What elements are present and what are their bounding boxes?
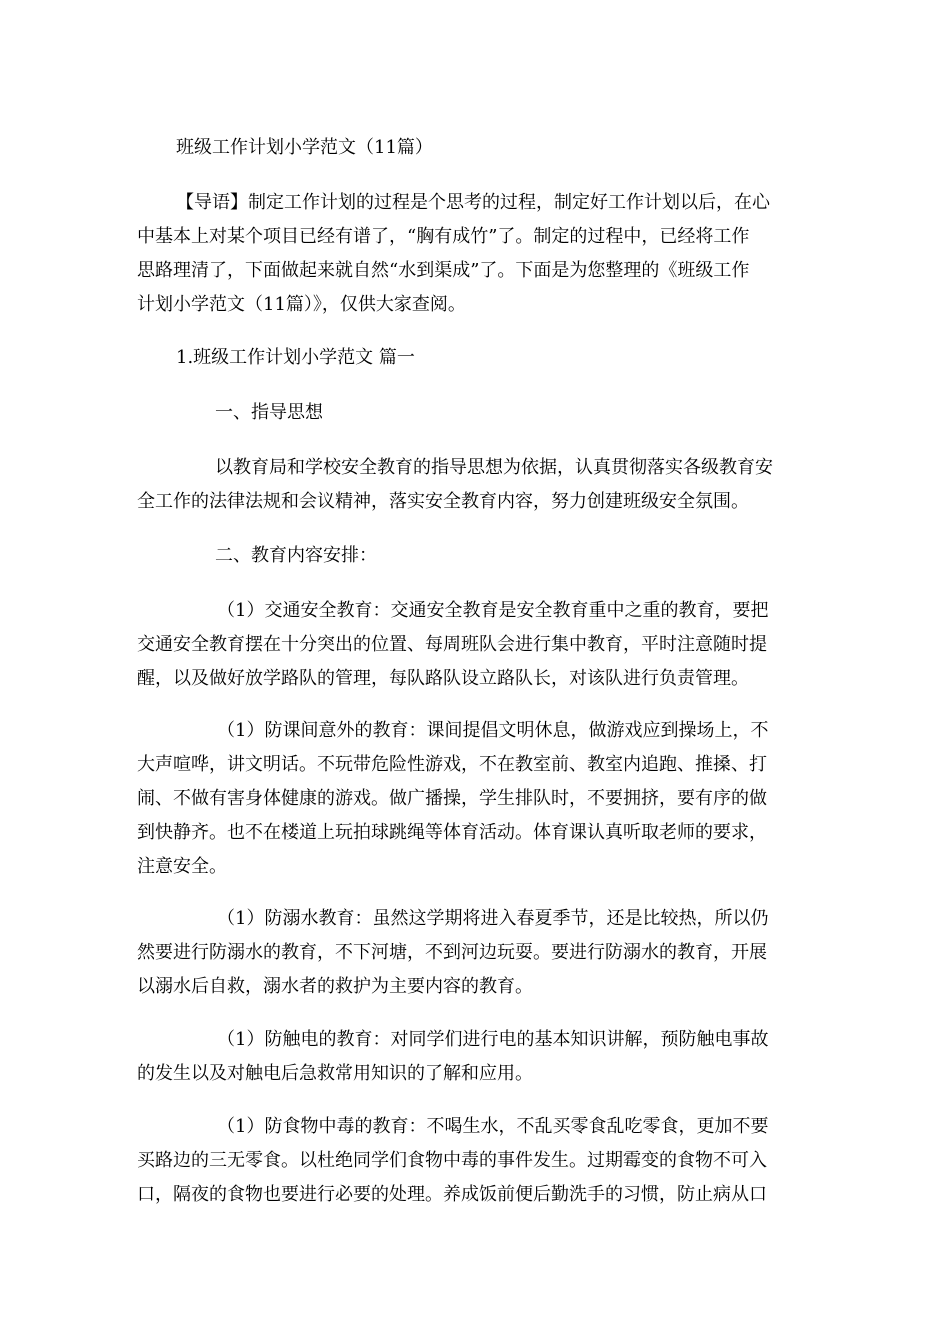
section-heading: 1.班级工作计划小学范文 篇一 — [176, 347, 415, 368]
paragraph-line: （1）防触电的教育：对同学们进行电的基本知识讲解，预防触电事故 — [217, 1029, 769, 1050]
paragraph-line: （1）防课间意外的教育：课间提倡文明休息，做游戏应到操场上，不 — [217, 720, 769, 741]
paragraph-line: 醒，以及做好放学路队的管理，每队路队设立路队长，对该队进行负责管理。 — [137, 668, 749, 689]
subheading-guiding: 一、指导思想 — [215, 402, 323, 423]
paragraph-line: 全工作的法律法规和会议精神，落实安全教育内容，努力创建班级安全氛围。 — [137, 491, 749, 512]
paragraph-line: （1）交通安全教育：交通安全教育是安全教育重中之重的教育，要把 — [217, 600, 769, 621]
paragraph-line: 的发生以及对触电后急救常用知识的了解和应用。 — [137, 1063, 533, 1084]
paragraph-line: 以溺水后自救，溺水者的救护为主要内容的教育。 — [137, 976, 533, 997]
paragraph-line: 然要进行防溺水的教育，不下河塘，不到河边玩耍。要进行防溺水的教育，开展 — [137, 942, 767, 963]
paragraph-line: 中基本上对某个项目已经有谱了，“胸有成竹”了。制定的过程中，已经将工作 — [137, 226, 750, 247]
subheading-content: 二、教育内容安排： — [215, 545, 377, 566]
paragraph-line: 思路理清了，下面做起来就自然“水到渠成”了。下面是为您整理的《班级工作 — [137, 260, 750, 281]
paragraph-line: 闹、不做有害身体健康的游戏。做广播操，学生排队时，不要拥挤，要有序的做 — [137, 788, 767, 809]
paragraph-line: 大声喧哗，讲文明话。不玩带危险性游戏，不在教室前、教室内追跑、推搡、打 — [137, 754, 767, 775]
document-title: 班级工作计划小学范文（11篇） — [176, 137, 433, 158]
paragraph-line: 到快静齐。也不在楼道上玩拍球跳绳等体育活动。体育课认真听取老师的要求， — [137, 822, 767, 843]
paragraph-line: 交通安全教育摆在十分突出的位置、每周班队会进行集中教育，平时注意随时提 — [137, 634, 767, 655]
paragraph-line: 注意安全。 — [137, 856, 227, 877]
paragraph-line: （1）防溺水教育：虽然这学期将进入春夏季节，还是比较热，所以仍 — [217, 908, 769, 929]
paragraph-line: 以教育局和学校安全教育的指导思想为依据，认真贯彻落实各级教育安 — [215, 457, 773, 478]
paragraph-line: 【导语】制定工作计划的过程是个思考的过程，制定好工作计划以后，在心 — [176, 192, 770, 213]
paragraph-line: （1）防食物中毒的教育：不喝生水，不乱买零食乱吃零食，更加不要 — [217, 1116, 769, 1137]
paragraph-line: 买路边的三无零食。以杜绝同学们食物中毒的事件发生。过期霉变的食物不可入 — [137, 1150, 767, 1171]
paragraph-line: 口，隔夜的食物也要进行必要的处理。养成饭前便后勤洗手的习惯，防止病从口 — [137, 1184, 767, 1205]
paragraph-line: 计划小学范文（11篇）》，仅供大家查阅。 — [137, 294, 466, 315]
